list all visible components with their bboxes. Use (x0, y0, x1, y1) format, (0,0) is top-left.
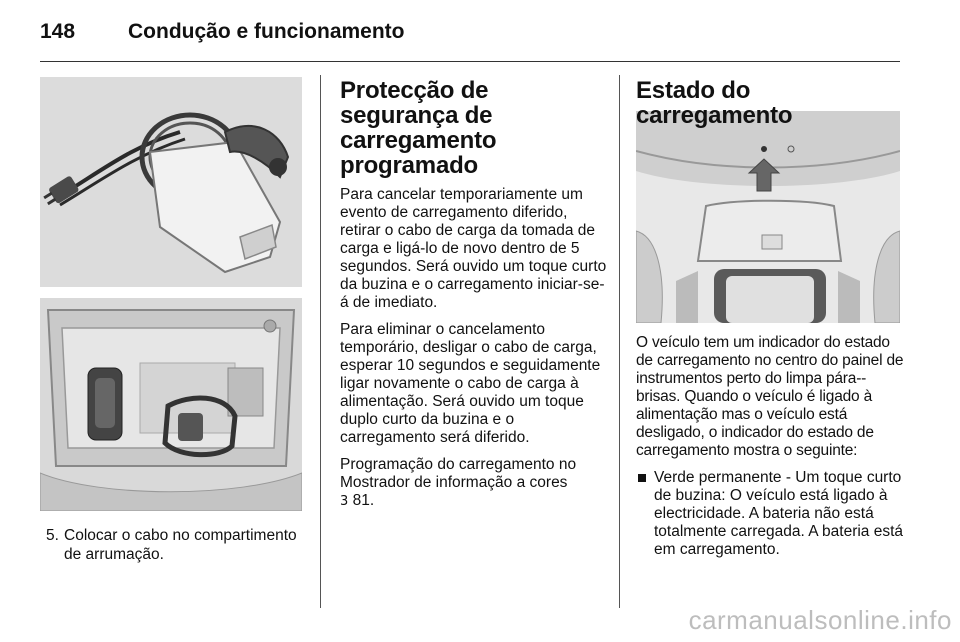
page-header (40, 12, 900, 58)
column-divider-1 (320, 75, 321, 608)
paragraph-text: Programação do carregamento no Mostrador de informação a cores (340, 456, 577, 491)
caption-number: 5. (46, 527, 59, 544)
header-divider (40, 61, 900, 62)
paragraph (340, 456, 608, 511)
storage-compartment-illustration (40, 298, 302, 511)
section-heading: Protecção de segurança de carregamento programado (340, 77, 497, 179)
page-number: 148 (40, 20, 76, 43)
list-item (636, 469, 908, 559)
section-heading: Estado do carregamento (636, 77, 793, 129)
bullet-icon (638, 474, 646, 482)
page-reference: 81. (348, 492, 375, 509)
charging-cable-illustration (40, 77, 302, 287)
dashboard-indicator-illustration (636, 111, 900, 323)
column-divider-2 (619, 75, 620, 608)
page-title: Condução e funcionamento (128, 20, 405, 43)
page-reference-icon: 3 (340, 494, 349, 509)
section-charging-status (636, 78, 904, 128)
paragraph: Para eliminar o cancelamento temporário, desligar o cabo de carga, esperar 10 segundos e seguidamente ligar novamente o cabo de carga à alimentação. Será ouvido um toque duplo curto da buzina e o carregamento será diferido. (340, 321, 601, 446)
caption-text: Colocar o cabo no compartimento de arrumação. (64, 527, 297, 563)
watermark: carmanualsonline.info (688, 605, 952, 635)
section-scheduled-charging (340, 78, 608, 511)
section-charging-status-body (636, 334, 908, 559)
paragraph: Para cancelar temporariamente um evento de carregamento diferido, retirar o cabo de carga da tomada de carga e ligá-lo de novo dentro de 5 segundos. Será ouvido um toque curto da buzina e o carregamento iniciar-se-á de imediato. (340, 186, 607, 311)
list-item-text: Verde permanente - Um toque curto de buzina: O veículo está ligado à electricidade. A bateria não está totalmente carregada. A bateria está em carregamento. (654, 469, 904, 558)
paragraph: O veículo tem um indicador do estado de carregamento no centro do painel de instrumentos perto do limpa pára--brisas. Quando o veículo é ligado à alimentação mas o veículo está desligado, o indicador do estado de carregamento mostra o seguinte: (636, 334, 904, 459)
